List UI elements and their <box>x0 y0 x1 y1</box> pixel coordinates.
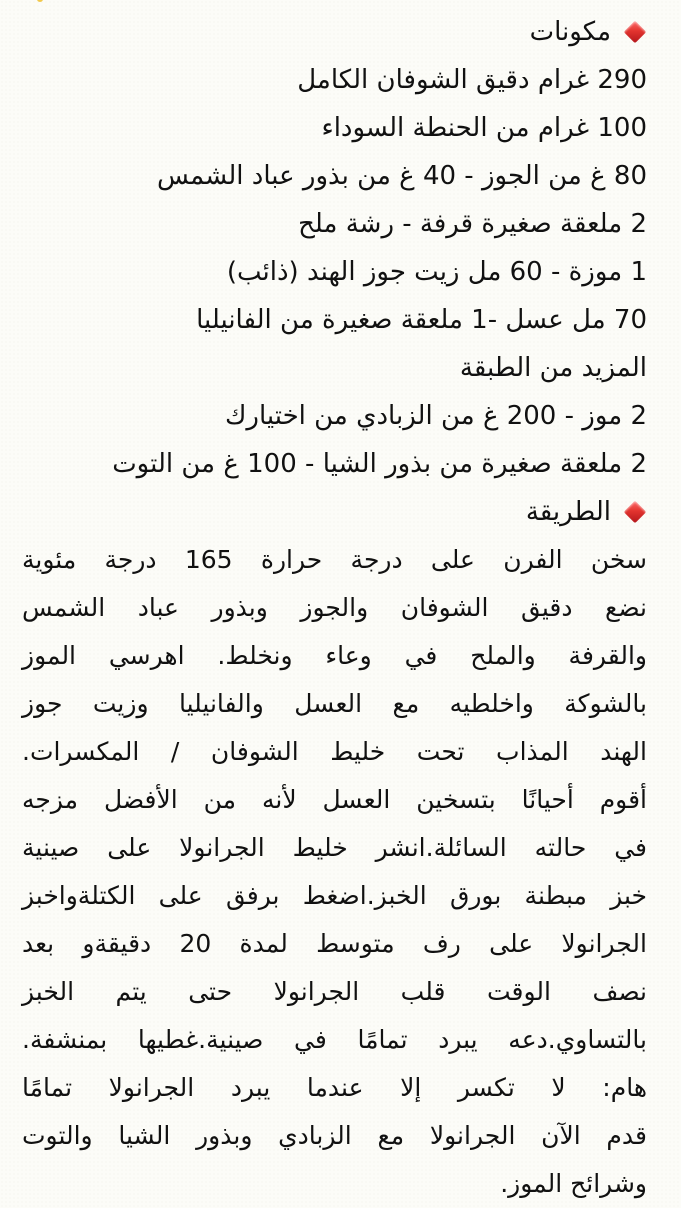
method-line: أقوم أحيانًا بتسخين العسل لأنه من الأفضل مزجه <box>22 785 647 814</box>
ingredient-item: 100 غرام من الحنطة السوداء <box>321 113 647 143</box>
method-line: الهند المذاب تحت خليط الشوفان / المكسرات. <box>22 737 647 766</box>
method-line: هام: لا تكسر إلا عندما يبرد الجرانولا تمامًا <box>22 1073 647 1102</box>
red-diamond-icon <box>624 501 647 524</box>
ingredient-item: 290 غرام دقيق الشوفان الكامل <box>297 65 647 95</box>
method-line: في حالته السائلة.انشر خليط الجرانولا على صينية <box>22 833 647 862</box>
ingredient-item: 2 موز - 200 غ من الزبادي من اختيارك <box>224 401 647 431</box>
method-line: الجرانولا على رف متوسط لمدة 20 دقيقةو بعد <box>22 929 647 958</box>
method-line: نصف الوقت قلب الجرانولا حتى يتم الخبز <box>22 977 647 1006</box>
red-diamond-icon <box>624 21 647 44</box>
method-line: بالتساوي.دعه يبرد تمامًا في صينية.غطيها بمنشفة. <box>22 1025 647 1054</box>
ingredient-item: 2 ملعقة صغيرة من بذور الشيا - 100 غ من التوت <box>112 449 647 479</box>
method-line: خبز مبطنة بورق الخبز.اضغط برفق على الكتلةواخبز <box>22 881 647 910</box>
ingredients-heading-label: مكونات <box>529 17 611 47</box>
ingredient-item: 80 غ من الجوز - 40 غ من بذور عباد الشمس <box>157 161 647 191</box>
ingredient-item: 2 ملعقة صغيرة قرفة - رشة ملح <box>298 209 647 239</box>
method-line: قدم الآن الجرانولا مع الزبادي وبذور الشيا والتوت <box>22 1121 647 1150</box>
method-line: سخن الفرن على درجة حرارة 165 درجة مئوية <box>22 545 648 574</box>
ingredient-item: 70 مل عسل -1 ملعقة صغيرة من الفانيليا <box>196 305 647 335</box>
ingredients-heading <box>22 8 647 56</box>
method-line: والقرفة والملح في وعاء ونخلط. اهرسي الموز <box>22 641 647 670</box>
method-heading <box>22 488 647 536</box>
ingredient-item: 1 موزة - 60 مل زيت جوز الهند (ذائب) <box>226 257 647 287</box>
method-heading-label: الطريقة <box>525 497 611 527</box>
method-line: بالشوكة واخلطيه مع العسل والفانيليا وزيت جوز <box>22 689 647 718</box>
ingredient-item: المزيد من الطبقة <box>459 353 647 383</box>
method-line: وشرائح الموز. <box>500 1169 647 1198</box>
method-line: نضع دقيق الشوفان والجوز وبذور عباد الشمس <box>22 593 647 622</box>
